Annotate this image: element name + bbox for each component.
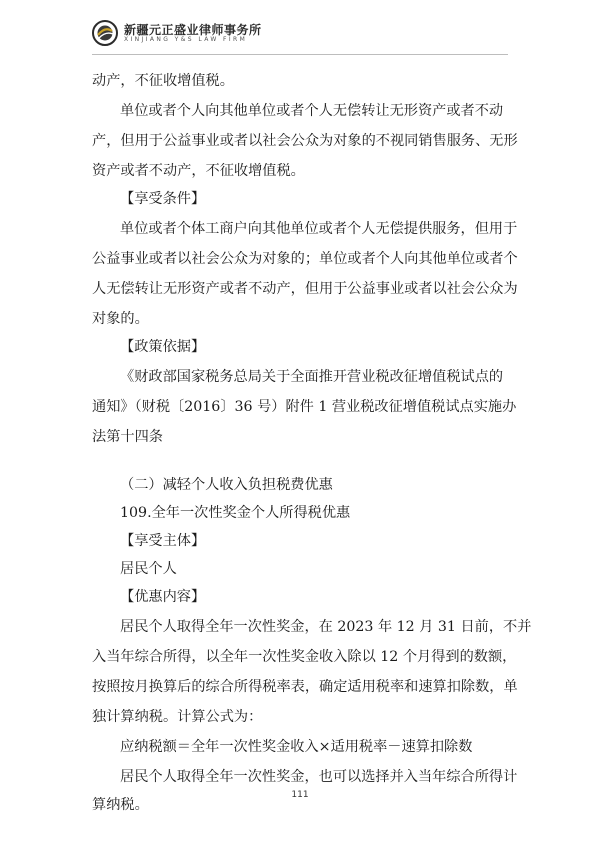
body-line: 资产或者不动产，不征收增值税。	[92, 163, 305, 179]
body-line: 算纳税。	[92, 797, 149, 813]
body-line: 对象的。	[92, 311, 149, 327]
firm-logo-icon	[92, 20, 118, 46]
body-line: 入当年综合所得，以全年一次性奖金收入除以 12 个月得到的数额，	[92, 649, 517, 665]
body-line: 通知》（财税〔2016〕36 号）附件 1 营业税改征增值税试点实施办	[92, 399, 517, 415]
body-line: 单位或者个体工商户向其他单位或者个人无偿提供服务，但用于	[120, 221, 518, 237]
section-heading: 【享受条件】	[120, 191, 206, 207]
body-line: 《财政部国家税务总局关于全面推开营业税改征增值税试点的	[120, 369, 504, 385]
body-line: 按照按月换算后的综合所得税率表，确定适用税率和速算扣除数，单	[92, 679, 518, 695]
body-line: 单位或者个人向其他单位或者个人无偿转让无形资产或者不动	[120, 103, 504, 119]
body-line: 居民个人	[120, 561, 177, 577]
page-number: 111	[291, 790, 309, 800]
firm-name-cn: 新疆元正盛业律师事务所	[124, 23, 262, 37]
body-line: 公益事业或者以社会公众为对象的；单位或者个人向其他单位或者个	[92, 251, 518, 267]
subsection-title: （二）减轻个人收入负担税费优惠	[120, 477, 333, 493]
body-line: 独计算纳税。计算公式为：	[92, 709, 263, 725]
formula-line: 应纳税额＝全年一次性奖金收入×适用税率－速算扣除数	[120, 739, 473, 755]
body-line: 产，但用于公益事业或者以社会公众为对象的不视同销售服务、无形	[92, 133, 518, 149]
body-line: 人无偿转让无形资产或者不动产，但用于公益事业或者以社会公众为	[92, 281, 518, 297]
body-line: 动产，不征收增值税。	[92, 73, 234, 89]
body-line: 居民个人取得全年一次性奖金，在 2023 年 12 月 31 日前，不并	[120, 619, 532, 635]
section-heading: 【政策依据】	[120, 339, 206, 355]
header-divider	[92, 54, 508, 55]
firm-name-en: XINJIANG Y&S LAW FIRM	[124, 36, 248, 43]
page-header	[92, 20, 512, 50]
section-heading: 【享受主体】	[120, 533, 206, 549]
item-title: 109.全年一次性奖金个人所得税优惠	[120, 505, 351, 521]
section-heading: 【优惠内容】	[120, 589, 206, 605]
body-line: 法第十四条	[92, 429, 163, 445]
body-line: 居民个人取得全年一次性奖金，也可以选择并入当年综合所得计	[120, 769, 518, 785]
